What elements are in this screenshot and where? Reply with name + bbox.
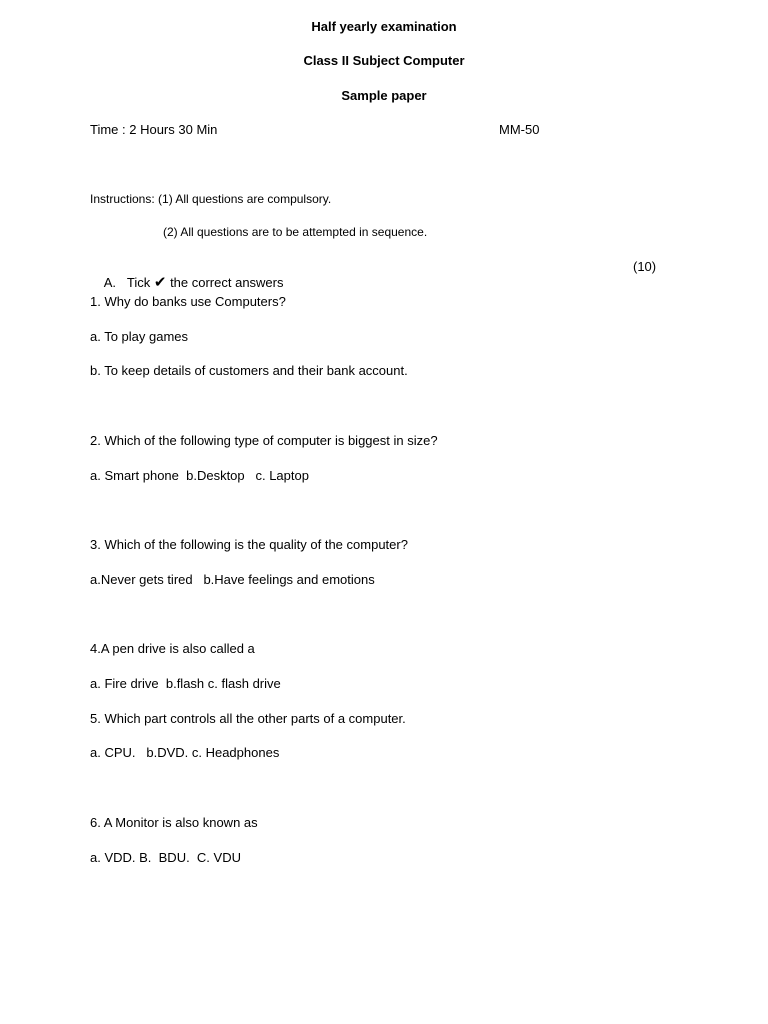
- exam-time: Time : 2 Hours 30 Min: [90, 122, 218, 137]
- section-a-tick-word: Tick: [126, 275, 151, 290]
- question-1-option-b: b. To keep details of customers and their bank account.: [90, 363, 408, 378]
- section-a-instruction: the correct answers: [170, 275, 284, 290]
- question-3-options: a.Never gets tired b.Have feelings and emotions: [90, 572, 375, 587]
- question-6-options: a. VDD. B. BDU. C. VDU: [90, 850, 241, 865]
- section-a-marks: (10): [633, 259, 657, 274]
- question-5-options: a. CPU. b.DVD. c. Headphones: [90, 745, 280, 760]
- question-1: 1. Why do banks use Computers?: [90, 294, 286, 309]
- question-4: 4.A pen drive is also called a: [90, 641, 255, 656]
- question-6: 6. A Monitor is also known as: [90, 815, 258, 830]
- question-3: 3. Which of the following is the quality of the computer?: [90, 537, 408, 552]
- question-2-options: a. Smart phone b.Desktop c. Laptop: [90, 468, 309, 483]
- paper-type: Sample paper: [341, 88, 427, 103]
- question-5: 5. Which part controls all the other parts of a computer.: [90, 711, 406, 726]
- question-4-options: a. Fire drive b.flash c. flash drive: [90, 676, 281, 691]
- question-1-option-a: a. To play games: [90, 329, 189, 344]
- section-a-label: A.: [103, 275, 117, 290]
- instruction-2: (2) All questions are to be attempted in sequence.: [163, 225, 428, 239]
- checkmark-icon: ✔: [153, 274, 167, 291]
- exam-title: Half yearly examination: [311, 19, 457, 34]
- instruction-1: Instructions: (1) All questions are compulsory.: [90, 192, 332, 206]
- class-subject: Class II Subject Computer: [303, 53, 465, 68]
- question-2: 2. Which of the following type of computer is biggest in size?: [90, 433, 438, 448]
- max-marks: MM-50: [499, 122, 540, 137]
